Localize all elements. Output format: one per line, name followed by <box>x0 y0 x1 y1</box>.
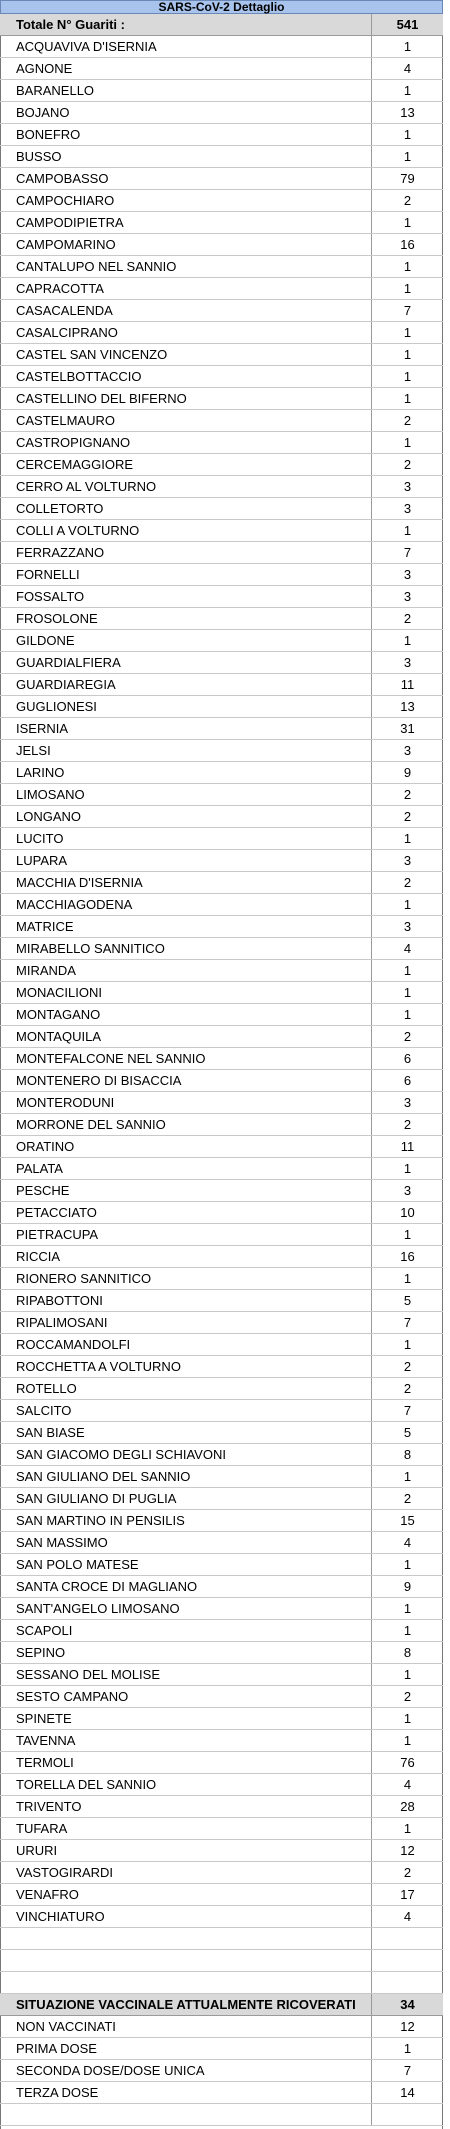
table-row-name <box>0 1928 372 1949</box>
table-row-value: 5 <box>403 1292 412 1308</box>
vaccine-row-value: 7 <box>403 2062 412 2078</box>
table-row <box>0 806 443 828</box>
table-row-name: GUARDIAREGIA <box>0 674 372 695</box>
table-row-name: CASTEL SAN VINCENZO <box>0 344 372 365</box>
table-row <box>0 1268 443 1290</box>
table-row-value: 4 <box>403 1776 412 1792</box>
table-row <box>0 454 443 476</box>
table-row <box>0 1378 443 1400</box>
vaccine-row <box>0 2060 443 2082</box>
table-row-name: FROSOLONE <box>0 608 372 629</box>
table-row <box>0 916 443 938</box>
table-row-value: 11 <box>400 1138 415 1154</box>
table-row-name: CAMPOBASSO <box>0 168 372 189</box>
table-row-name: MACCHIAGODENA <box>0 894 372 915</box>
vaccine-row-name: TERZA DOSE <box>0 2082 372 2103</box>
table-row-name: MACCHIA D'ISERNIA <box>0 872 372 893</box>
table-row-value: 1 <box>403 1666 412 1682</box>
table-row <box>0 366 443 388</box>
table-row-name: PESCHE <box>0 1180 372 1201</box>
vaccine-row-value: 12 <box>400 2018 415 2034</box>
table-row-value: 1 <box>403 984 412 1000</box>
table-row-value: 4 <box>403 1908 412 1924</box>
table-row <box>0 982 443 1004</box>
table-row-value: 1 <box>403 324 412 340</box>
table-row-value: 2 <box>403 808 412 824</box>
table-row <box>0 608 443 630</box>
table-row <box>0 1334 443 1356</box>
table-row-name: SESTO CAMPANO <box>0 1686 372 1707</box>
table-row-value: 16 <box>400 1248 415 1264</box>
table-row-value: 13 <box>400 104 415 120</box>
table-row <box>0 696 443 718</box>
table-row-name: BOJANO <box>0 102 372 123</box>
table-row <box>0 1818 443 1840</box>
table-row <box>0 1070 443 1092</box>
table-row-value: 1 <box>403 522 412 538</box>
table-row-name: MORRONE DEL SANNIO <box>0 1114 372 1135</box>
table-row <box>0 410 443 432</box>
table-row-name: SPINETE <box>0 1708 372 1729</box>
table-row <box>0 1202 443 1224</box>
table-row-value: 1 <box>403 126 412 142</box>
table-row-name: TUFARA <box>0 1818 372 1839</box>
table-row <box>0 1598 443 1620</box>
table-row-value: 3 <box>403 1094 412 1110</box>
table-row-value: 1 <box>403 830 412 846</box>
table-row-name <box>0 1950 372 1971</box>
table-row-name: RIPALIMOSANI <box>0 1312 372 1333</box>
table-row-value: 3 <box>403 852 412 868</box>
table-row-name: GUGLIONESI <box>0 696 372 717</box>
table-row-name: FOSSALTO <box>0 586 372 607</box>
table-row-name: CASALCIPRANO <box>0 322 372 343</box>
table-row-value: 3 <box>403 500 412 516</box>
table-row-value: 1 <box>403 962 412 978</box>
vaccine-row <box>0 2104 443 2126</box>
table-row <box>0 564 443 586</box>
table-row-value: 13 <box>400 698 415 714</box>
table-row-name: JELSI <box>0 740 372 761</box>
table-row-value: 11 <box>400 676 415 692</box>
table-row <box>0 322 443 344</box>
table-row-name: BUSSO <box>0 146 372 167</box>
table-row-name: CASTELLINO DEL BIFERNO <box>0 388 372 409</box>
table-row <box>0 102 443 124</box>
table-row-value: 3 <box>403 654 412 670</box>
table-row <box>0 1136 443 1158</box>
table-row <box>0 1224 443 1246</box>
table-row <box>0 234 443 256</box>
table-row <box>0 1752 443 1774</box>
table-row-value: 3 <box>403 918 412 934</box>
table-row-name: CERRO AL VOLTURNO <box>0 476 372 497</box>
table-row-name: ACQUAVIVA D'ISERNIA <box>0 36 372 57</box>
table-row-value: 1 <box>403 632 412 648</box>
table-row-name: RIONERO SANNITICO <box>0 1268 372 1289</box>
table-row-value: 8 <box>403 1644 412 1660</box>
table-row-value: 2 <box>403 412 412 428</box>
table-row <box>0 1884 443 1906</box>
table-row-value: 1 <box>403 258 412 274</box>
table-row-name: FERRAZZANO <box>0 542 372 563</box>
table-row-name: SAN BIASE <box>0 1422 372 1443</box>
table-row-value: 1 <box>403 1820 412 1836</box>
table-row <box>0 960 443 982</box>
table-row-value: 2 <box>403 192 412 208</box>
table-row <box>0 1158 443 1180</box>
table-row-name: SANT'ANGELO LIMOSANO <box>0 1598 372 1619</box>
table-row-name: RIPABOTTONI <box>0 1290 372 1311</box>
table-row-name: TRIVENTO <box>0 1796 372 1817</box>
table-row-name: LONGANO <box>0 806 372 827</box>
table-row <box>0 344 443 366</box>
table-row-value: 1 <box>403 896 412 912</box>
table-row-name: CAMPOCHIARO <box>0 190 372 211</box>
table-row <box>0 1554 443 1576</box>
table-row <box>0 1972 443 1994</box>
table-row-value: 1 <box>403 82 412 98</box>
table-row-name: PETACCIATO <box>0 1202 372 1223</box>
table-row-value: 2 <box>403 1358 412 1374</box>
table-row-name: ROCCAMANDOLFI <box>0 1334 372 1355</box>
table-row-name: MONTENERO DI BISACCIA <box>0 1070 372 1091</box>
table-row-value: 79 <box>400 170 415 186</box>
table-row <box>0 1774 443 1796</box>
table-row-name: ISERNIA <box>0 718 372 739</box>
table-row-name: LIMOSANO <box>0 784 372 805</box>
table-row-value: 17 <box>400 1886 415 1902</box>
table-row-value: 1 <box>403 1006 412 1022</box>
table-row <box>0 1290 443 1312</box>
table-row-value: 1 <box>403 38 412 54</box>
vaccine-row-name: NON VACCINATI <box>0 2016 372 2037</box>
vaccine-row <box>0 2016 443 2038</box>
table-row <box>0 1312 443 1334</box>
table-row-name: COLLETORTO <box>0 498 372 519</box>
vaccine-row-name <box>0 2104 372 2125</box>
table-row <box>0 1620 443 1642</box>
table-row <box>0 1510 443 1532</box>
table-row-value: 28 <box>400 1798 415 1814</box>
table-row <box>0 278 443 300</box>
table-row-name: GILDONE <box>0 630 372 651</box>
table-row-value: 3 <box>403 566 412 582</box>
vaccine-total-row-value: 34 <box>400 1996 415 2012</box>
table-row-value: 1 <box>403 346 412 362</box>
table-row <box>0 190 443 212</box>
table-row <box>0 256 443 278</box>
table-row-name: GUARDIALFIERA <box>0 652 372 673</box>
table-row-value: 1 <box>403 1710 412 1726</box>
table-row <box>0 1488 443 1510</box>
table-row <box>0 1422 443 1444</box>
total-row-name: Totale N° Guariti : <box>0 14 372 35</box>
table-row <box>0 1180 443 1202</box>
table-row-value: 1 <box>403 148 412 164</box>
table-row-value: 15 <box>400 1512 415 1528</box>
table-row-name: SAN MARTINO IN PENSILIS <box>0 1510 372 1531</box>
table-row-value: 2 <box>403 610 412 626</box>
table-row-name: MONTAGANO <box>0 1004 372 1025</box>
table-row-value: 1 <box>403 1336 412 1352</box>
table-row-name: CASACALENDA <box>0 300 372 321</box>
table-row-value: 2 <box>403 874 412 890</box>
table-row-name: CAMPODIPIETRA <box>0 212 372 233</box>
table-row <box>0 718 443 740</box>
table-row <box>0 1642 443 1664</box>
table-row-value: 10 <box>400 1204 415 1220</box>
table-row <box>0 630 443 652</box>
table-row <box>0 586 443 608</box>
table-row-name: CASTELMAURO <box>0 410 372 431</box>
table-row-value: 12 <box>400 1842 415 1858</box>
table-row-name: TERMOLI <box>0 1752 372 1773</box>
table-row-name: SAN GIULIANO DI PUGLIA <box>0 1488 372 1509</box>
table-row-name: BARANELLO <box>0 80 372 101</box>
table-row-name: CASTELBOTTACCIO <box>0 366 372 387</box>
table-row <box>0 1664 443 1686</box>
table-row-name: FORNELLI <box>0 564 372 585</box>
table-row <box>0 872 443 894</box>
vaccine-row-value: 14 <box>400 2084 415 2100</box>
table-row <box>0 146 443 168</box>
table-row-name: LUCITO <box>0 828 372 849</box>
table-row <box>0 1246 443 1268</box>
table-row-value: 1 <box>403 1622 412 1638</box>
table-row-name: ROCCHETTA A VOLTURNO <box>0 1356 372 1377</box>
table-row <box>0 762 443 784</box>
table-row <box>0 674 443 696</box>
table-row-value: 3 <box>403 478 412 494</box>
table-row <box>0 850 443 872</box>
table-row-name: MIRABELLO SANNITICO <box>0 938 372 959</box>
total-row <box>0 14 443 36</box>
table-row <box>0 1950 443 1972</box>
table-row-name: MONTEFALCONE NEL SANNIO <box>0 1048 372 1069</box>
table-row-name: PALATA <box>0 1158 372 1179</box>
table-row <box>0 938 443 960</box>
table-row-value: 7 <box>403 1402 412 1418</box>
table-row-name: ROTELLO <box>0 1378 372 1399</box>
vaccine-total-row-name: SITUAZIONE VACCINALE ATTUALMENTE RICOVERATI <box>0 1994 372 2015</box>
table-row-value: 1 <box>403 368 412 384</box>
table-row <box>0 1840 443 1862</box>
table-row <box>0 1026 443 1048</box>
table-row <box>0 1686 443 1708</box>
table-row <box>0 1466 443 1488</box>
table-row-value: 1 <box>403 1270 412 1286</box>
table-row <box>0 1400 443 1422</box>
table-row-name: SEPINO <box>0 1642 372 1663</box>
table-row-name: TAVENNA <box>0 1730 372 1751</box>
table-row-name: SANTA CROCE DI MAGLIANO <box>0 1576 372 1597</box>
table-row <box>0 828 443 850</box>
table-row-name: VINCHIATURO <box>0 1906 372 1927</box>
table-row-value: 9 <box>403 1578 412 1594</box>
table-row <box>0 1048 443 1070</box>
table-row <box>0 520 443 542</box>
table-row-name: SAN POLO MATESE <box>0 1554 372 1575</box>
table-row-value: 1 <box>403 214 412 230</box>
table-row-value: 2 <box>403 1490 412 1506</box>
table-row <box>0 36 443 58</box>
table-row-value: 31 <box>400 720 415 736</box>
table-row <box>0 58 443 80</box>
table-row <box>0 432 443 454</box>
table-row-name: SCAPOLI <box>0 1620 372 1641</box>
table-row-value: 6 <box>403 1050 412 1066</box>
table-row <box>0 1532 443 1554</box>
table-row-value: 3 <box>403 1182 412 1198</box>
table-row <box>0 1708 443 1730</box>
table-row-name: SAN GIULIANO DEL SANNIO <box>0 1466 372 1487</box>
vaccine-row <box>0 2082 443 2104</box>
table-row-value: 16 <box>400 236 415 252</box>
vaccine-row <box>0 2038 443 2060</box>
vaccine-total-row <box>0 1994 443 2016</box>
table-row-value: 2 <box>403 456 412 472</box>
table-row <box>0 476 443 498</box>
table-row-value: 2 <box>403 1864 412 1880</box>
table-row-name: MONACILIONI <box>0 982 372 1003</box>
total-row-value: 541 <box>396 16 419 32</box>
table-row-value: 1 <box>403 1600 412 1616</box>
table-row-name: VENAFRO <box>0 1884 372 1905</box>
table-row-value: 1 <box>403 1160 412 1176</box>
table-row <box>0 300 443 322</box>
table-row-name: TORELLA DEL SANNIO <box>0 1774 372 1795</box>
table-row-value: 2 <box>403 1028 412 1044</box>
table-row-value: 4 <box>403 1534 412 1550</box>
table-row-value: 1 <box>403 1468 412 1484</box>
table-row-name: LUPARA <box>0 850 372 871</box>
table-row <box>0 168 443 190</box>
table-row-value: 2 <box>403 1116 412 1132</box>
table-row-name: COLLI A VOLTURNO <box>0 520 372 541</box>
table-row <box>0 1092 443 1114</box>
table-row-value: 5 <box>403 1424 412 1440</box>
table-row <box>0 784 443 806</box>
table-row-value: 9 <box>403 764 412 780</box>
table-row-name: BONEFRO <box>0 124 372 145</box>
table-row-value: 8 <box>403 1446 412 1462</box>
table-row <box>0 1004 443 1026</box>
table-row <box>0 1576 443 1598</box>
table-row-name: MIRANDA <box>0 960 372 981</box>
table-row-value: 1 <box>403 1226 412 1242</box>
table-row-value: 4 <box>403 940 412 956</box>
table-row <box>0 498 443 520</box>
table-row <box>0 1796 443 1818</box>
table-row <box>0 1862 443 1884</box>
table-row-value: 1 <box>403 280 412 296</box>
table-row <box>0 1114 443 1136</box>
table-row-name: MONTERODUNI <box>0 1092 372 1113</box>
table-row-name: CASTROPIGNANO <box>0 432 372 453</box>
table-row-name: CAMPOMARINO <box>0 234 372 255</box>
table-row-value: 1 <box>403 434 412 450</box>
table-row-name: ORATINO <box>0 1136 372 1157</box>
table-row <box>0 80 443 102</box>
table-row-value: 1 <box>403 390 412 406</box>
table-row <box>0 1356 443 1378</box>
table-row-value: 6 <box>403 1072 412 1088</box>
table-row-name: VASTOGIRARDI <box>0 1862 372 1883</box>
table-row-name: MATRICE <box>0 916 372 937</box>
table-row-name: RICCIA <box>0 1246 372 1267</box>
table-row-value: 4 <box>403 60 412 76</box>
table-row-value: 1 <box>403 1556 412 1572</box>
vaccine-row-name: SECONDA DOSE/DOSE UNICA <box>0 2060 372 2081</box>
table-row-value: 2 <box>403 1688 412 1704</box>
table-row-name: CERCEMAGGIORE <box>0 454 372 475</box>
table-row-name: PIETRACUPA <box>0 1224 372 1245</box>
table-row-name: MONTAQUILA <box>0 1026 372 1047</box>
table-row-name: LARINO <box>0 762 372 783</box>
table-row <box>0 1928 443 1950</box>
table-row-name: CAPRACOTTA <box>0 278 372 299</box>
table-row <box>0 1906 443 1928</box>
table-row-name: CANTALUPO NEL SANNIO <box>0 256 372 277</box>
table-row-name <box>0 1972 372 1993</box>
sheet-header: SARS-CoV-2 Dettaglio <box>0 0 443 14</box>
table-row-name: URURI <box>0 1840 372 1861</box>
table-row-value: 7 <box>403 1314 412 1330</box>
table-row-name: SAN MASSIMO <box>0 1532 372 1553</box>
table-row <box>0 740 443 762</box>
table-row-value: 1 <box>403 1732 412 1748</box>
table-row <box>0 1444 443 1466</box>
table-row <box>0 388 443 410</box>
table-row <box>0 652 443 674</box>
vaccine-row-name: PRIMA DOSE <box>0 2038 372 2059</box>
table-row-value: 7 <box>403 544 412 560</box>
table-row-name: AGNONE <box>0 58 372 79</box>
table-row <box>0 894 443 916</box>
table-row-name: SAN GIACOMO DEGLI SCHIAVONI <box>0 1444 372 1465</box>
table-row-value: 3 <box>403 588 412 604</box>
table-row-value: 76 <box>400 1754 415 1770</box>
table-row-value: 3 <box>403 742 412 758</box>
table-row-value: 7 <box>403 302 412 318</box>
table-row <box>0 124 443 146</box>
table-row-value: 2 <box>403 786 412 802</box>
table-row-name: SALCITO <box>0 1400 372 1421</box>
table-row-name: SESSANO DEL MOLISE <box>0 1664 372 1685</box>
table-row <box>0 542 443 564</box>
table-row <box>0 1730 443 1752</box>
vaccine-row-value: 1 <box>403 2040 412 2056</box>
table-row-value: 2 <box>403 1380 412 1396</box>
table-row <box>0 212 443 234</box>
